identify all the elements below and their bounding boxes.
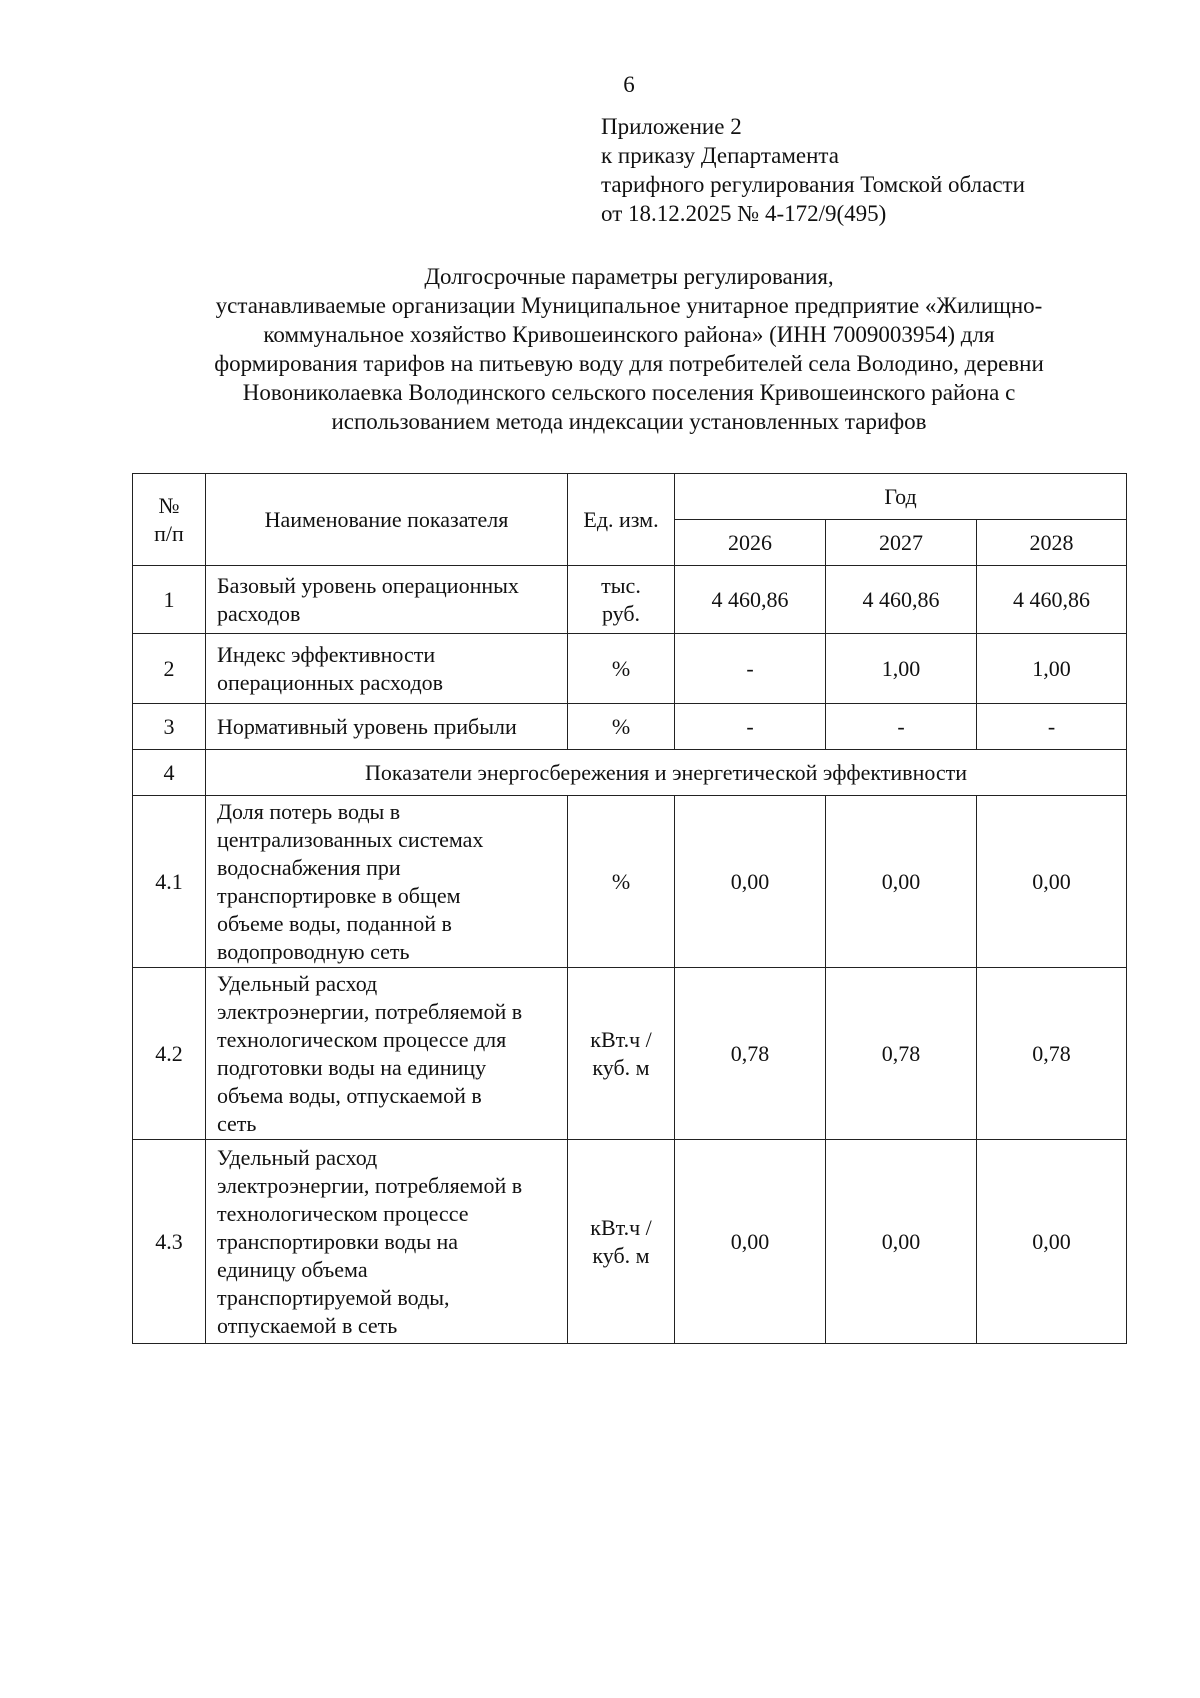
row-name	[206, 796, 568, 968]
row-name	[206, 634, 568, 704]
appendix-line: к приказу Департамента	[601, 143, 839, 168]
table-row	[133, 1140, 1127, 1344]
row-name-line: Базовый уровень операционных	[217, 572, 519, 598]
row-unit-line: куб. м	[592, 1242, 650, 1268]
row-name-line: транспортируемой воды,	[217, 1284, 450, 1310]
header-year-2027: 2027	[826, 520, 977, 566]
row-value-2026: -	[675, 704, 826, 750]
row-name	[206, 968, 568, 1140]
row-name-line: отпускаемой в сеть	[217, 1312, 398, 1338]
row-name-line: водоснабжения при	[217, 854, 401, 880]
title-line: Долгосрочные параметры регулирования,	[424, 264, 834, 289]
row-num: 3	[133, 704, 206, 750]
row-name-line: технологическом процессе для	[217, 1026, 507, 1052]
row-value-2026: 0,00	[675, 1140, 826, 1344]
row-value-2028: -	[977, 704, 1127, 750]
row-name-line: сеть	[217, 1110, 257, 1136]
row-num: 1	[133, 566, 206, 634]
row-unit: %	[568, 704, 675, 750]
appendix-line: от 18.12.2025 № 4-172/9(495)	[601, 201, 887, 226]
document-title	[130, 262, 1128, 436]
header-num	[133, 474, 206, 566]
row-name-line: централизованных системах	[217, 826, 484, 852]
header-row	[133, 474, 1127, 520]
row-name	[206, 566, 568, 634]
row-value-2026: 4 460,86	[675, 566, 826, 634]
row-unit-line: тыс.	[601, 572, 641, 598]
parameters-table	[132, 473, 1127, 1344]
row-value-2026: 0,78	[675, 968, 826, 1140]
row-value-2026: -	[675, 634, 826, 704]
section-title: Показатели энергосбережения и энергетической эффективности	[206, 750, 1127, 796]
table-row	[133, 968, 1127, 1140]
row-unit: %	[568, 634, 675, 704]
row-name-line: транспортировки воды на	[217, 1228, 459, 1254]
row-value-2027: 1,00	[826, 634, 977, 704]
row-name-line: Индекс эффективности	[217, 641, 436, 667]
row-name-line: объеме воды, поданной в	[217, 910, 452, 936]
row-value-2028: 0,78	[977, 968, 1127, 1140]
row-unit	[568, 968, 675, 1140]
row-unit: %	[568, 796, 675, 968]
row-name-line: Доля потерь воды в	[217, 798, 401, 824]
row-value-2028: 0,00	[977, 1140, 1127, 1344]
row-value-2028: 0,00	[977, 796, 1127, 968]
row-value-2028: 1,00	[977, 634, 1127, 704]
row-name-line: электроэнергии, потребляемой в	[217, 1172, 523, 1198]
header-year: Год	[675, 474, 1127, 520]
row-value-2027: 0,00	[826, 1140, 977, 1344]
header-year-2028: 2028	[977, 520, 1127, 566]
row-num: 4.3	[133, 1140, 206, 1344]
row-name-line: Удельный расход	[217, 970, 378, 996]
row-name-line: подготовки воды на единицу	[217, 1054, 487, 1080]
row-name-line: операционных расходов	[217, 669, 444, 695]
appendix-line: Приложение 2	[601, 114, 742, 139]
title-line: устанавливаемые организации Муниципальное унитарное предприятие «Жилищно-	[215, 293, 1043, 318]
row-value-2028: 4 460,86	[977, 566, 1127, 634]
appendix-line: тарифного регулирования Томской области	[601, 172, 1025, 197]
row-unit-line: кВт.ч /	[590, 1214, 652, 1240]
row-num: 4.2	[133, 968, 206, 1140]
row-value-2027: 4 460,86	[826, 566, 977, 634]
row-unit-line: куб. м	[592, 1054, 650, 1080]
header-name: Наименование показателя	[206, 474, 568, 566]
row-value-2026: 0,00	[675, 796, 826, 968]
row-name-line: электроэнергии, потребляемой в	[217, 998, 523, 1024]
title-line: формирования тарифов на питьевую воду для потребителей села Володино, деревни	[214, 351, 1044, 376]
row-name-line: единицу объема	[217, 1256, 368, 1282]
header-year-2026: 2026	[675, 520, 826, 566]
appendix-block	[601, 112, 1025, 228]
row-value-2027: -	[826, 704, 977, 750]
row-name	[206, 1140, 568, 1344]
row-unit	[568, 1140, 675, 1344]
table-row	[133, 796, 1127, 968]
row-value-2027: 0,00	[826, 796, 977, 968]
row-num: 4.1	[133, 796, 206, 968]
row-name-line: технологическом процессе	[217, 1200, 469, 1226]
row-num: 2	[133, 634, 206, 704]
table-row	[133, 566, 1127, 634]
header-unit: Ед. изм.	[568, 474, 675, 566]
row-num: 4	[133, 750, 206, 796]
table-row	[133, 704, 1127, 750]
title-line: коммунальное хозяйство Кривошеинского района» (ИНН 7009003954) для	[263, 322, 995, 347]
title-line: использованием метода индексации установленных тарифов	[331, 409, 927, 434]
row-name-line: объема воды, отпускаемой в	[217, 1082, 482, 1108]
row-unit	[568, 566, 675, 634]
row-value-2027: 0,78	[826, 968, 977, 1140]
header-num-line: п/п	[154, 520, 184, 546]
row-name-line: расходов	[217, 600, 301, 626]
page-number: 6	[623, 72, 635, 97]
row-name-line: водопроводную сеть	[217, 938, 410, 964]
header-num-line: №	[158, 492, 180, 518]
row-name: Нормативный уровень прибыли	[206, 704, 568, 750]
row-unit-line: кВт.ч /	[590, 1026, 652, 1052]
row-name-line: Удельный расход	[217, 1144, 378, 1170]
table-row	[133, 634, 1127, 704]
section-row	[133, 750, 1127, 796]
row-unit-line: руб.	[601, 600, 641, 626]
title-line: Новониколаевка Володинского сельского поселения Кривошеинского района с	[242, 380, 1016, 405]
row-name-line: транспортировке в общем	[217, 882, 461, 908]
